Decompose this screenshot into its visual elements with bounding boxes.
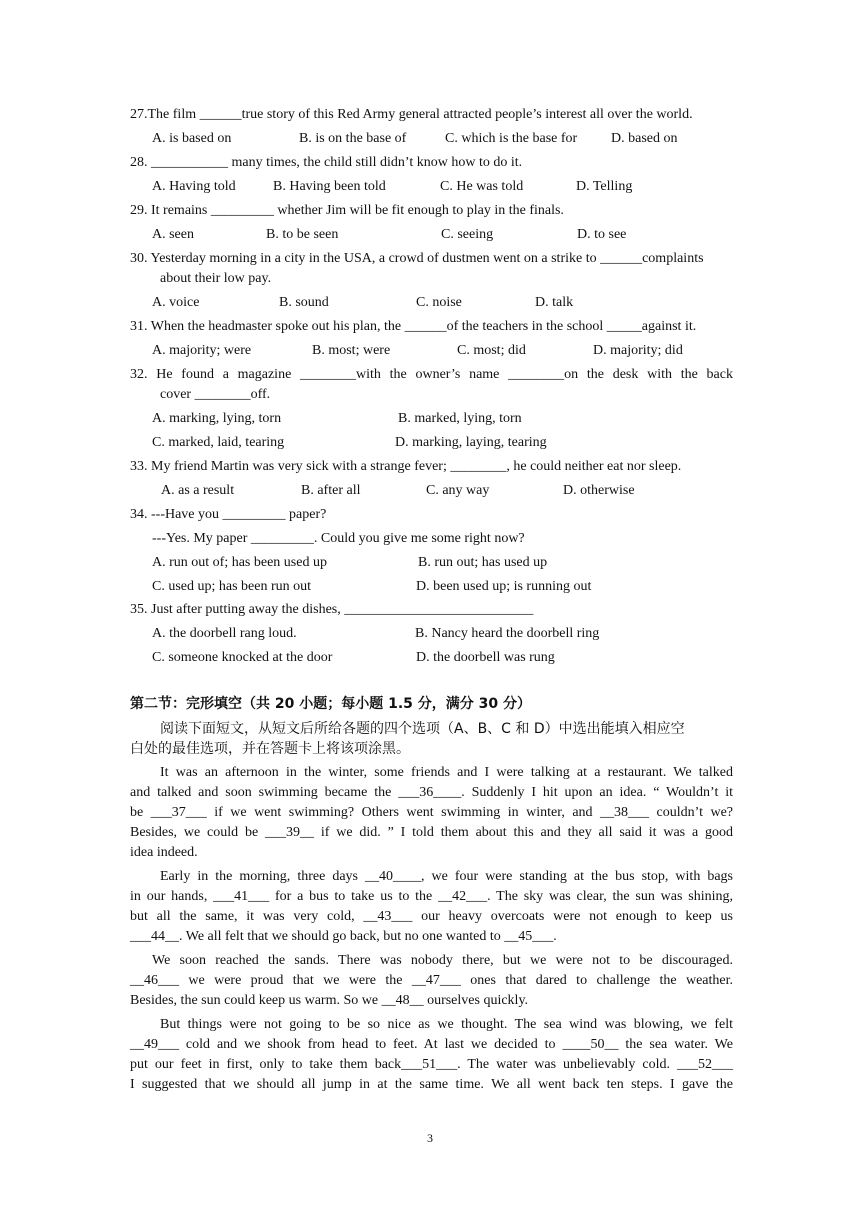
question-29-stem: 29. It remains _________ whether Jim will be fit enough to play in the finals. xyxy=(130,203,564,218)
q29-option-c: C. seeing xyxy=(441,227,494,242)
question-30-stem: 30. Yesterday morning in a city in the USA, a crowd of dustmen went on a strike to ______complaints xyxy=(130,251,704,266)
q30-option-b: B. sound xyxy=(279,295,329,310)
passage-p4-line4: I suggested that we should all jump in at the same time. We all went back ten steps. I gave the xyxy=(130,1077,733,1092)
q30-option-d: D. talk xyxy=(535,295,574,310)
question-35-stem: 35. Just after putting away the dishes, ___________________________ xyxy=(130,602,534,617)
passage-p2-line2: in our hands, ___41___ for a bus to take us to the __42___. The sky was clear, the sun was shining, xyxy=(130,889,733,904)
q29-option-a: A. seen xyxy=(152,227,194,242)
question-33-stem: 33. My friend Martin was very sick with a strange fever; ________, he could neither eat nor sleep. xyxy=(130,459,682,474)
section-title: 第二节：完形填空（共 20 小题；每小题 1.5 分，满分 30 分） xyxy=(130,696,532,712)
question-31-stem: 31. When the headmaster spoke out his plan, the ______of the teachers in the school _____against it. xyxy=(130,319,697,334)
question-32-stem: 32. He found a magazine ________with the owner’s name ________on the desk with the back xyxy=(130,367,733,382)
q28-option-a: A. Having told xyxy=(152,179,236,194)
passage-p3-line2: __46___ we were proud that we were the __47___ ones that dared to challenge the weather. xyxy=(130,973,733,988)
q33-option-a: A. as a result xyxy=(161,483,235,498)
q32-option-a: A. marking, lying, torn xyxy=(152,411,282,426)
passage-p4-line2: __49___ cold and we shook from head to feet. At last we decided to ____50__ the sea water. We xyxy=(130,1037,733,1052)
question-28-stem: 28. ___________ many times, the child still didn’t know how to do it. xyxy=(130,155,523,170)
q30-option-c: C. noise xyxy=(416,295,462,310)
q27-option-a: A. is based on xyxy=(152,131,232,146)
q35-option-d: D. the doorbell was rung xyxy=(416,650,555,665)
passage-p2-line3: but all the same, it was very cold, __43___ our heavy overcoats were not enough to keep us xyxy=(130,909,733,924)
q29-option-d: D. to see xyxy=(577,227,627,242)
section-instructions-line2: 白处的最佳选项，并在答题卡上将该项涂黑。 xyxy=(130,741,410,757)
q35-option-c: C. someone knocked at the door xyxy=(152,650,333,665)
q32-option-c: C. marked, laid, tearing xyxy=(152,435,285,450)
q35-option-b: B. Nancy heard the doorbell ring xyxy=(415,626,600,641)
q28-option-d: D. Telling xyxy=(576,179,633,194)
q28-option-b: B. Having been told xyxy=(273,179,386,194)
q28-option-c: C. He was told xyxy=(440,179,524,194)
q27-option-c: C. which is the base for xyxy=(445,131,578,146)
passage-p2-line1: Early in the morning, three days __40____, we four were standing at the bus stop, with bags xyxy=(160,869,733,884)
passage-p1-line3: be ___37___ if we went swimming? Others went swimming in winter, and __38___ couldn’t we? xyxy=(130,805,733,820)
q33-option-c: C. any way xyxy=(426,483,490,498)
question-34-stem: 34. ---Have you _________ paper? xyxy=(130,507,327,522)
passage-p1-line2: and talked and soon swimming became the ___36____. Suddenly I hit upon an idea. “ Wouldn’t it xyxy=(130,785,733,800)
q34-option-c: C. used up; has been run out xyxy=(152,579,312,594)
question-32-stem-cont: cover ________off. xyxy=(160,387,271,402)
passage-p3-line1: We soon reached the sands. There was nobody there, but we were not to be discouraged. xyxy=(152,953,733,968)
q27-option-b: B. is on the base of xyxy=(299,131,407,146)
page-number: 3 xyxy=(427,1131,433,1145)
q31-option-a: A. majority; were xyxy=(152,343,252,358)
q32-option-b: B. marked, lying, torn xyxy=(398,411,522,426)
passage-p1-line4: Besides, we could be ___39__ if we did. ” I told them about this and they all said it was a good xyxy=(130,825,733,840)
passage-p4-line1: But things were not going to be so nice as we thought. The sea wind was blowing, we felt xyxy=(160,1017,733,1032)
passage-p3-line3: Besides, the sun could keep us warm. So we __48__ ourselves quickly. xyxy=(130,993,529,1008)
q33-option-d: D. otherwise xyxy=(563,483,635,498)
passage-p1-line5: idea indeed. xyxy=(130,845,198,860)
question-30-stem-cont: about their low pay. xyxy=(160,271,272,286)
passage-p2-line4: ___44__. We all felt that we should go back, but no one wanted to __45___. xyxy=(130,929,557,944)
q29-option-b: B. to be seen xyxy=(266,227,339,242)
section-instructions-line1: 阅读下面短文，从短文后所给各题的四个选项（A、B、C 和 D）中选出能填入相应空 xyxy=(160,721,685,737)
passage-p4-line3: put our feet in first, only to take them back___51___. The water was unbelievably cold. ___52___ xyxy=(130,1057,733,1072)
q31-option-b: B. most; were xyxy=(312,343,391,358)
q32-option-d: D. marking, laying, tearing xyxy=(395,435,547,450)
passage-p1-line1: It was an afternoon in the winter, some friends and I were talking at a restaurant. We talked xyxy=(160,765,733,780)
question-27-stem: 27.The film ______true story of this Red Army general attracted people’s interest all over the world. xyxy=(130,107,693,122)
q34-option-d: D. been used up; is running out xyxy=(416,579,592,594)
q27-option-d: D. based on xyxy=(611,131,678,146)
q34-option-b: B. run out; has used up xyxy=(418,555,548,570)
question-34-stem-line2: ---Yes. My paper _________. Could you give me some right now? xyxy=(152,531,525,546)
q31-option-c: C. most; did xyxy=(457,343,526,358)
q33-option-b: B. after all xyxy=(301,483,361,498)
q34-option-a: A. run out of; has been used up xyxy=(152,555,327,570)
q30-option-a: A. voice xyxy=(152,295,200,310)
q35-option-a: A. the doorbell rang loud. xyxy=(152,626,297,641)
q31-option-d: D. majority; did xyxy=(593,343,683,358)
